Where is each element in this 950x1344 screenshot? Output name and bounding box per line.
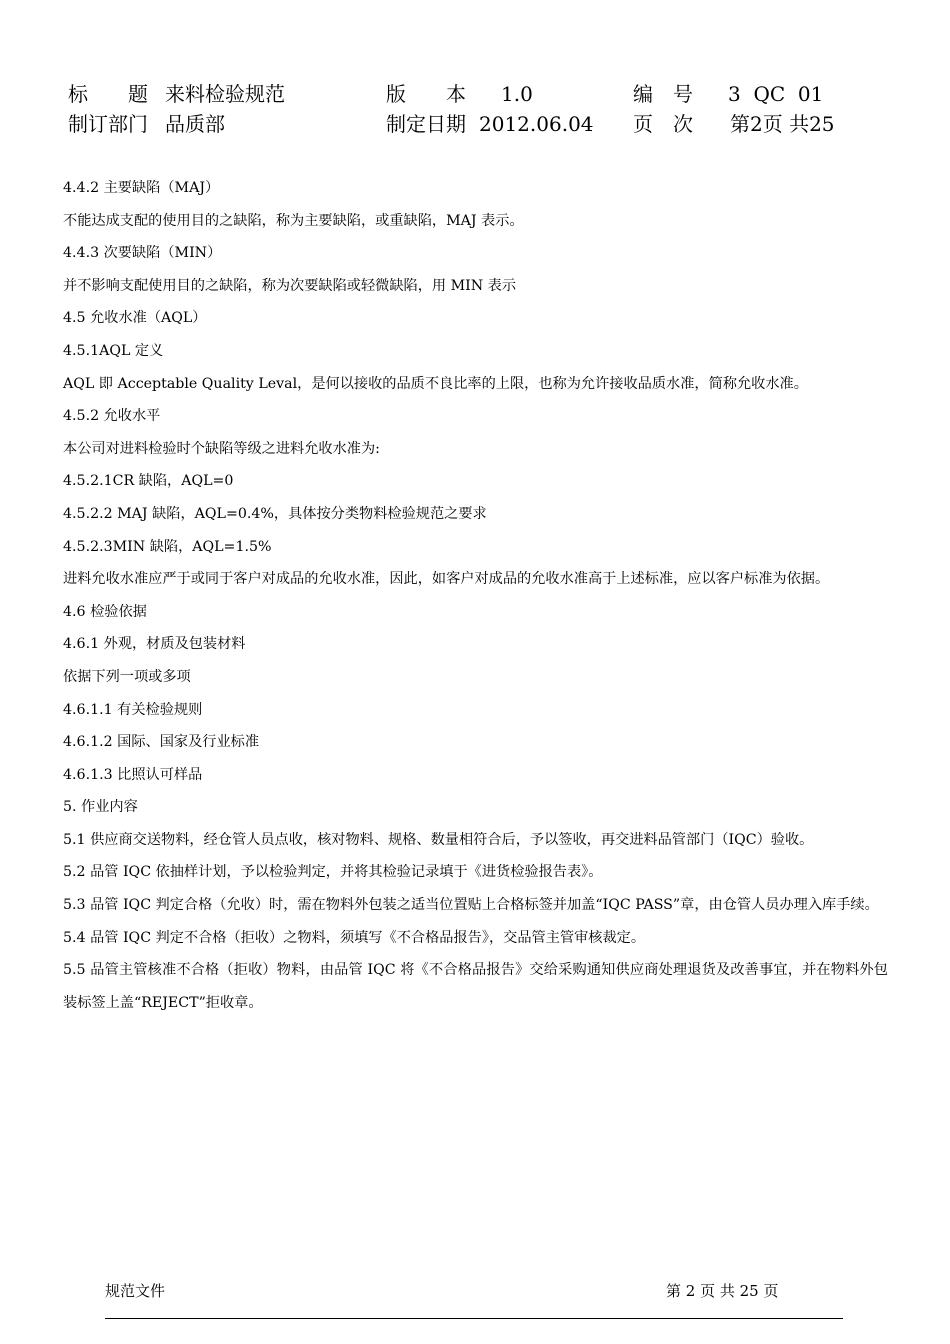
paragraph: 5. 作业内容 xyxy=(63,799,138,816)
paragraph: 4.5.2.3MIN 缺陷，AQL=1.5% xyxy=(63,538,272,555)
page-value: 第2页 共25 xyxy=(730,112,835,136)
paragraph: 4.6.1 外观，材质及包装材料 xyxy=(63,636,246,653)
paragraph: 4.5 允收水准（AQL） xyxy=(63,310,207,327)
paragraph: 5.1 供应商交送物料，经仓管人员点收，核对物料、规格、数量相符合后，予以签收，再交进料品管部门（IQC）验收。 xyxy=(63,831,814,848)
dept-value: 品质部 xyxy=(165,112,225,136)
date-label: 制定日期 xyxy=(386,112,466,136)
dept-label: 制订部门 xyxy=(68,112,148,136)
paragraph: 4.6.1.1 有关检验规则 xyxy=(63,701,203,718)
date-value: 2012.06.04 xyxy=(479,112,594,136)
paragraph: 5.3 品管 IQC 判定合格（允收）时，需在物料外包装之适当位置贴上合格标签并加盖“IQC PASS”章，由仓管人员办理入库手续。 xyxy=(63,897,879,914)
paragraph: 4.5.2.1CR 缺陷，AQL=0 xyxy=(63,473,234,490)
paragraph: 5.2 品管 IQC 依抽样计划，予以检验判定，并将其检验记录填于《进货检验报告表》。 xyxy=(63,864,603,881)
paragraph: 4.6 检验依据 xyxy=(63,603,147,620)
paragraph: 5.4 品管 IQC 判定不合格（拒收）之物料，须填写《不合格品报告》，交品管主管审核裁定。 xyxy=(63,929,646,946)
title-value: 来料检验规范 xyxy=(165,82,285,106)
document-body xyxy=(63,172,888,1019)
title-label: 标 题 xyxy=(68,82,148,106)
paragraph: 5.5 品管主管核准不合格（拒收）物料，由品管 IQC 将《不合格品报告》交给采购通知供应商处理退货及改善事宜，并在物料外包装标签上盖“REJECT”拒收章。 xyxy=(63,962,888,1011)
paragraph: 依据下列一项或多项 xyxy=(63,668,191,685)
paragraph: 4.5.2 允收水平 xyxy=(63,408,161,425)
footer-doc-type: 规范文件 xyxy=(105,1282,166,1300)
version-label: 版 本 xyxy=(386,82,466,106)
footer-divider xyxy=(105,1318,843,1319)
code-label: 编 号 xyxy=(633,82,693,106)
paragraph: 4.5.1AQL 定义 xyxy=(63,342,164,359)
code-value: 3 QC 01 xyxy=(728,82,824,106)
paragraph: 4.5.2.2 MAJ 缺陷，AQL=0.4%，具体按分类物料检验规范之要求 xyxy=(63,505,487,522)
paragraph: 4.6.1.3 比照认可样品 xyxy=(63,766,203,783)
paragraph: 本公司对进料检验时个缺陷等级之进料允收水准为: xyxy=(63,440,380,457)
footer-page-number: 第 2 页 共 25 页 xyxy=(666,1282,779,1300)
paragraph: 4.4.2 主要缺陷（MAJ） xyxy=(63,180,220,196)
paragraph: 并不影响支配使用目的之缺陷，称为次要缺陷或轻微缺陷，用 MIN 表示 xyxy=(63,277,517,294)
paragraph: AQL 即 Acceptable Quality Leval，是何以接收的品质不良比率的上限，也称为允许接收品质水准，简称允收水准。 xyxy=(63,375,808,392)
page-label: 页 次 xyxy=(633,112,693,136)
version-value: 1.0 xyxy=(501,82,533,106)
paragraph: 进料允收水准应严于或同于客户对成品的允收水准，因此，如客户对成品的允收水准高于上述标准，应以客户标准为依据。 xyxy=(63,571,830,588)
paragraph: 4.6.1.2 国际、国家及行业标准 xyxy=(63,734,260,751)
paragraph: 不能达成支配的使用目的之缺陷，称为主要缺陷，或重缺陷，MAJ 表示。 xyxy=(63,212,524,229)
paragraph: 4.4.3 次要缺陷（MIN） xyxy=(63,245,222,262)
